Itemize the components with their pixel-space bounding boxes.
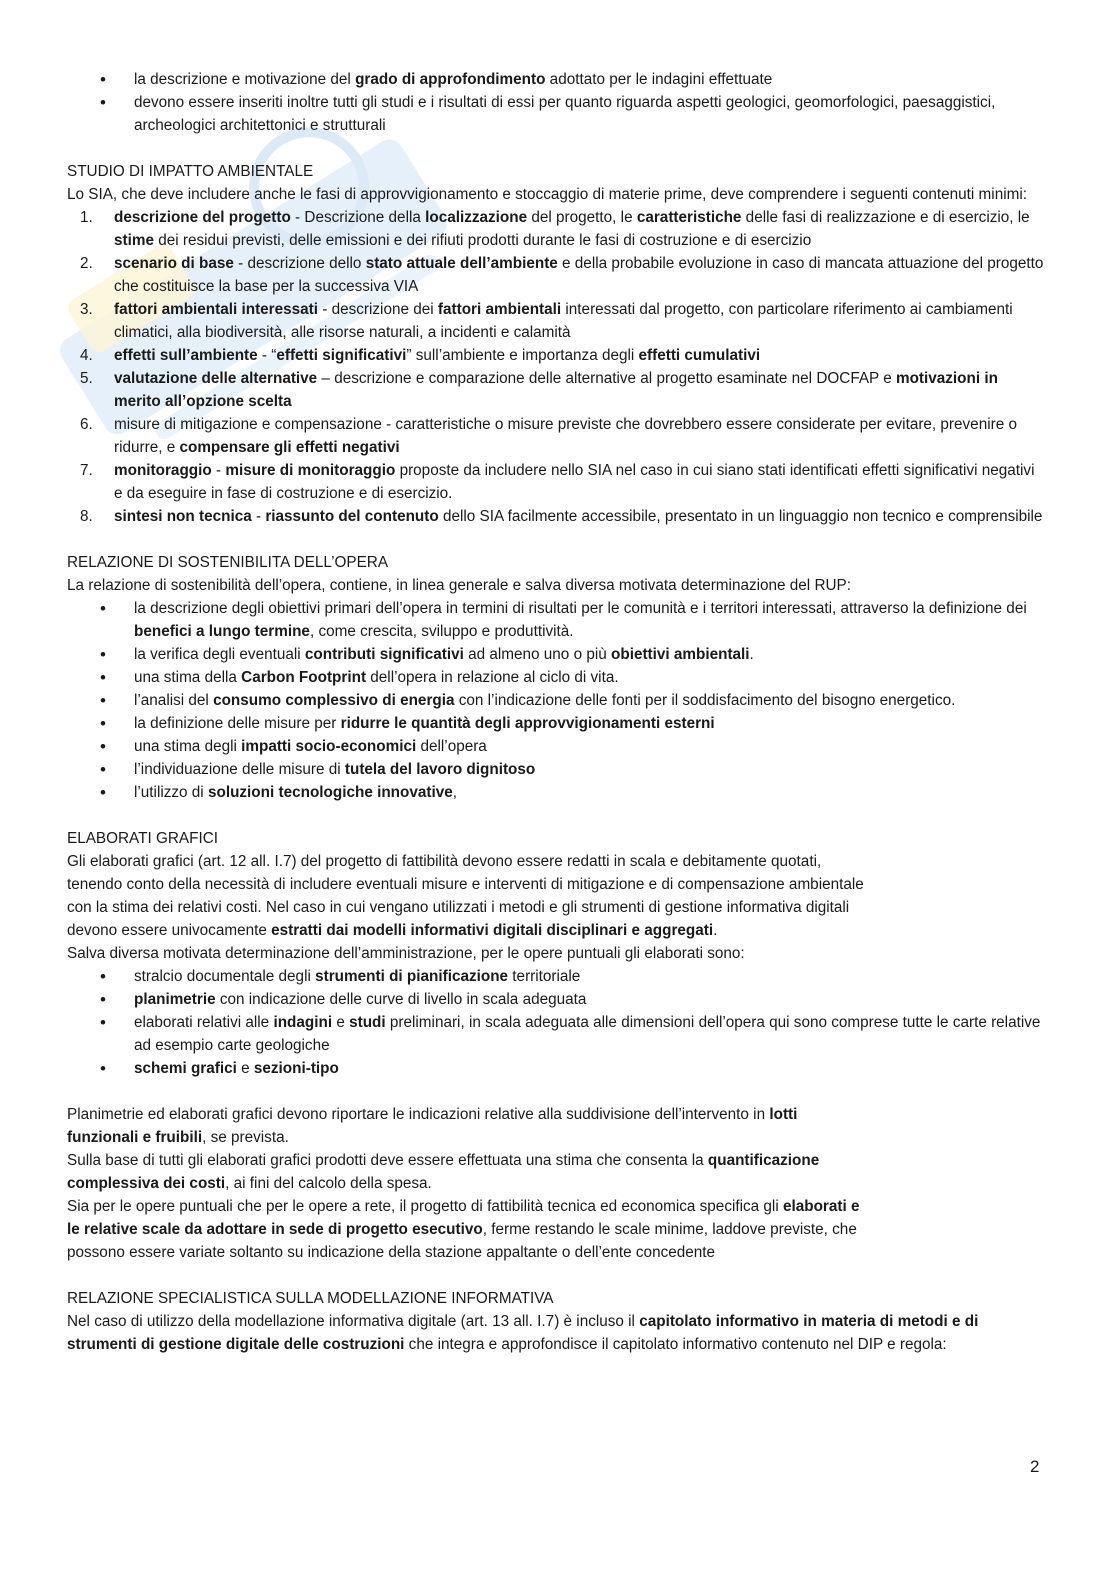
text-run: Nel caso di utilizzo della modellazione informativa digitale (art. 13 all. I.7) è incluso il [67, 1313, 640, 1330]
text-run: , ferme restando le scale minime, laddove previste, che [482, 1221, 857, 1238]
bold-text: obiettivi ambientali [611, 646, 750, 663]
bold-text: effetti cumulativi [638, 347, 761, 364]
item-number: 2. [80, 255, 93, 272]
bold-text: stato attuale dell’ambiente [365, 255, 558, 272]
bold-text: elaborati e [782, 1198, 860, 1215]
list-item [67, 689, 1047, 712]
text-run: dei residui previsti, delle emissioni e dei rifiuti prodotti durante le fasi di costruzione e di esercizio [153, 232, 812, 249]
item-number: 6. [80, 416, 93, 433]
modellazione-paragraph [67, 1310, 1047, 1356]
text-run: adottato per le indagini effettuate [545, 71, 773, 88]
bold-text: monitoraggio [114, 462, 212, 479]
text-run: che integra e approfondisce il capitolato informativo contenuto nel DIP e regola: [404, 1336, 947, 1353]
bold-text: contributi significativi [304, 646, 464, 663]
text-run: una stima degli [134, 738, 242, 755]
bold-text: Carbon Footprint [241, 669, 367, 686]
text-run: con l’indicazione delle fonti per il soddisfacimento del bisogno energetico. [454, 692, 956, 709]
text-run: - “ [257, 347, 277, 364]
text-run: la definizione delle misure per [134, 715, 341, 732]
bold-text: fattori ambientali interessati [114, 301, 319, 318]
bold-text: sintesi non tecnica [114, 508, 252, 525]
list-item [67, 666, 1047, 689]
text-line [67, 1149, 1047, 1172]
text-run: - descrizione dei [318, 301, 438, 318]
bold-text: misure di monitoraggio [225, 462, 396, 479]
text-run: delle fasi di realizzazione e di esercizio, le [741, 209, 1030, 226]
bold-text: effetti sull’ambiente [114, 347, 258, 364]
text-line [67, 919, 1047, 942]
bold-text: strumenti di pianificazione [315, 968, 509, 985]
text-run: e [236, 1060, 254, 1077]
text-run: stralcio documentale degli [134, 968, 316, 985]
text-run: ” sull’ambiente e importanza degli [406, 347, 639, 364]
item-number: 1. [80, 209, 93, 226]
text-run: possono essere variate soltanto su indicazione della stazione appaltante o dell’ente concedente [67, 1244, 716, 1261]
section-heading-sostenibilita: RELAZIONE DI SOSTENIBILITA DELL’OPERA [67, 554, 389, 571]
list-item [67, 505, 1047, 528]
item-number: 3. [80, 301, 93, 318]
text-run: devono essere univocamente [67, 922, 272, 939]
text-run: con la stima dei relativi costi. Nel caso in cui vengano utilizzati i metodi e gli strumenti di gestione informativa digitali [67, 899, 850, 916]
text-line [67, 1126, 1047, 1149]
text-line [67, 1172, 1047, 1195]
list-item [67, 344, 1047, 367]
section-heading-sia: STUDIO DI IMPATTO AMBIENTALE [67, 163, 314, 180]
text-run: misure di mitigazione e compensazione - caratteristiche o misure previste che dovrebbero essere considerate per evitare, prevenire o ridurre, e [114, 416, 1017, 456]
text-run: elaborati relativi alle [134, 1014, 274, 1031]
bold-text: descrizione del progetto [114, 209, 291, 226]
text-run: del progetto, le [527, 209, 637, 226]
bold-text: sezioni-tipo [253, 1060, 339, 1077]
list-item [67, 1011, 1047, 1057]
bold-text: compensare gli effetti negativi [179, 439, 400, 456]
text-run: proposte da includere nello SIA nel caso in cui siano stati identificati effetti significativi negativi e da eseguire in fase di costruzione e di esercizio. [114, 462, 1035, 502]
bold-text: valutazione delle alternative [114, 370, 318, 387]
text-run: Planimetrie ed elaborati grafici devono riportare le indicazioni relative alla suddivisione dell’intervento in [67, 1106, 770, 1123]
bold-text: studi [349, 1014, 386, 1031]
bold-text: localizzazione [425, 209, 528, 226]
item-number: 5. [80, 370, 93, 387]
item-number: 8. [80, 508, 93, 525]
sostenibilita-bullet-list [67, 597, 1047, 804]
list-item [67, 988, 1047, 1011]
text-run: preliminari, in scala adeguata alle dimensioni dell’opera qui sono comprese tutte le carte relative ad esempio carte geologiche [134, 1014, 1041, 1054]
text-run: dell’opera [416, 738, 487, 755]
text-run: - Descrizione della [290, 209, 426, 226]
bold-text: stime [114, 232, 154, 249]
text-line [67, 1103, 1047, 1126]
text-run: , ai fini del calcolo della spesa. [225, 1175, 432, 1192]
list-item [67, 781, 1047, 804]
list-item [67, 298, 1047, 344]
item-number: 7. [80, 462, 93, 479]
text-line [67, 1218, 1047, 1241]
text-run: . [749, 646, 754, 663]
elaborati-grafici-paragraph [67, 850, 1047, 965]
list-item [67, 413, 1047, 459]
list-item [67, 712, 1047, 735]
text-run: Salva diversa motivata determinazione dell’amministrazione, per le opere puntuali gli elaborati sono: [67, 945, 745, 962]
text-run: l’utilizzo di [134, 784, 208, 801]
text-run: ad almeno uno o più [463, 646, 611, 663]
text-run: devono essere inseriti inoltre tutti gli studi e i risultati di essi per quanto riguarda aspetti geologici, geomorfologici, paesaggistici, archeologici architettonici e strutturali [134, 94, 996, 134]
bold-text: scenario di base [114, 255, 234, 272]
list-item [67, 252, 1047, 298]
list-item [67, 735, 1047, 758]
list-item [67, 643, 1047, 666]
bold-text: fattori ambientali [437, 301, 562, 318]
text-run: con indicazione delle curve di livello in scala adeguata [215, 991, 587, 1008]
text-run: una stima della [134, 669, 242, 686]
bold-text: complessiva dei costi [67, 1175, 226, 1192]
bold-text: tutela del lavoro dignitoso [344, 761, 536, 778]
bold-text: indagini [273, 1014, 333, 1031]
bold-text: effetti significativi [276, 347, 407, 364]
bold-text: funzionali e fruibili [67, 1129, 203, 1146]
bold-text: quantificazione [707, 1152, 820, 1169]
bold-text: lotti [769, 1106, 798, 1123]
planimetrie-paragraph [67, 1103, 1047, 1264]
list-item [67, 68, 1047, 91]
list-item [67, 91, 1047, 137]
text-run: - [251, 508, 266, 525]
list-item [67, 367, 1047, 413]
bold-text: le relative scale da adottare in sede di progetto esecutivo [67, 1221, 483, 1238]
text-run: – descrizione e comparazione delle alternative al progetto esaminate nel DOCFAP e [317, 370, 896, 387]
text-run: Sia per le opere puntuali che per le opere a rete, il progetto di fattibilità tecnica ed economica specifica gli [67, 1198, 783, 1215]
text-run: , come crescita, sviluppo e produttività. [309, 623, 574, 640]
top-bullet-list [67, 68, 1047, 137]
bold-text: schemi grafici [134, 1060, 237, 1077]
section-heading-modellazione: RELAZIONE SPECIALISTICA SULLA MODELLAZIONE INFORMATIVA [67, 1290, 554, 1307]
bold-text: caratteristiche [636, 209, 742, 226]
text-run: , se prevista. [202, 1129, 289, 1146]
page-number: 2 [1030, 1457, 1040, 1476]
text-run: e della probabile evoluzione in caso di mancata attuazione del progetto che costituisce la base per la successiva VIA [114, 255, 1044, 295]
list-item [67, 1057, 1047, 1080]
sia-intro: Lo SIA, che deve includere anche le fasi di approvvigionamento e stoccaggio di materie prime, deve comprendere i seguenti contenuti minimi: [67, 186, 1027, 203]
section-heading-elaborati-grafici: ELABORATI GRAFICI [67, 830, 219, 847]
text-line [67, 1241, 1047, 1264]
bold-text: impatti socio-economici [241, 738, 417, 755]
text-run: Sulla base di tutti gli elaborati grafici prodotti deve essere effettuata una stima che consenta la [67, 1152, 708, 1169]
text-run: dello SIA facilmente accessibile, presentato in un linguaggio non tecnico e comprensibile [438, 508, 1043, 525]
bold-text: ridurre le quantità degli approvvigionamenti esterni [340, 715, 715, 732]
list-item [67, 459, 1047, 505]
bold-text: motivazioni in merito all’opzione scelta [114, 370, 998, 410]
elaborati-bullet-list [67, 965, 1047, 1080]
list-item [67, 206, 1047, 252]
text-run: interessati dal progetto, con particolare riferimento ai cambiamenti climatici, alla biodiversità, alle risorse naturali, a incidenti e calamità [114, 301, 1013, 341]
text-run: , [452, 784, 457, 801]
text-run: dell’opera in relazione al ciclo di vita. [366, 669, 619, 686]
bold-text: riassunto del contenuto [265, 508, 439, 525]
text-run: la descrizione degli obiettivi primari dell’opera in termini di risultati per le comunità e i territori interessati, attraverso la definizione dei [134, 600, 1027, 617]
bold-text: planimetrie [134, 991, 216, 1008]
text-run: la verifica degli eventuali [134, 646, 305, 663]
list-item [67, 965, 1047, 988]
sostenibilita-intro: La relazione di sostenibilità dell’opera, contiene, in linea generale e salva diversa motivata determinazione del RUP: [67, 577, 851, 594]
list-item [67, 597, 1047, 643]
text-run: la descrizione e motivazione del [134, 71, 356, 88]
text-run: - descrizione dello [233, 255, 366, 272]
text-run: e [332, 1014, 350, 1031]
text-run: l’analisi del [134, 692, 214, 709]
text-line [67, 896, 1047, 919]
bold-text: estratti dai modelli informativi digitali disciplinari e aggregati [271, 922, 714, 939]
text-run: . [713, 922, 718, 939]
text-run: - [211, 462, 226, 479]
sia-numbered-list [67, 206, 1047, 528]
text-run: territoriale [508, 968, 581, 985]
item-number: 4. [80, 347, 93, 364]
list-item [67, 758, 1047, 781]
text-line [67, 873, 1047, 896]
text-line [67, 850, 1047, 873]
text-line [67, 942, 1047, 965]
bold-text: consumo complessivo di energia [213, 692, 455, 709]
bold-text: benefici a lungo termine [134, 623, 310, 640]
text-run: l’individuazione delle misure di [134, 761, 345, 778]
text-run: tenendo conto della necessità di includere eventuali misure e interventi di mitigazione e di compensazione ambientale [67, 876, 864, 893]
document-page [67, 68, 1047, 1356]
bold-text: grado di approfondimento [355, 71, 546, 88]
bold-text: soluzioni tecnologiche innovative [207, 784, 453, 801]
bold-text: capitolato informativo in materia di metodi e di strumenti di gestione digitale delle costruzioni [67, 1313, 979, 1353]
text-line [67, 1195, 1047, 1218]
text-run: Gli elaborati grafici (art. 12 all. I.7) del progetto di fattibilità devono essere redatti in scala e debitamente quotati, [67, 853, 822, 870]
